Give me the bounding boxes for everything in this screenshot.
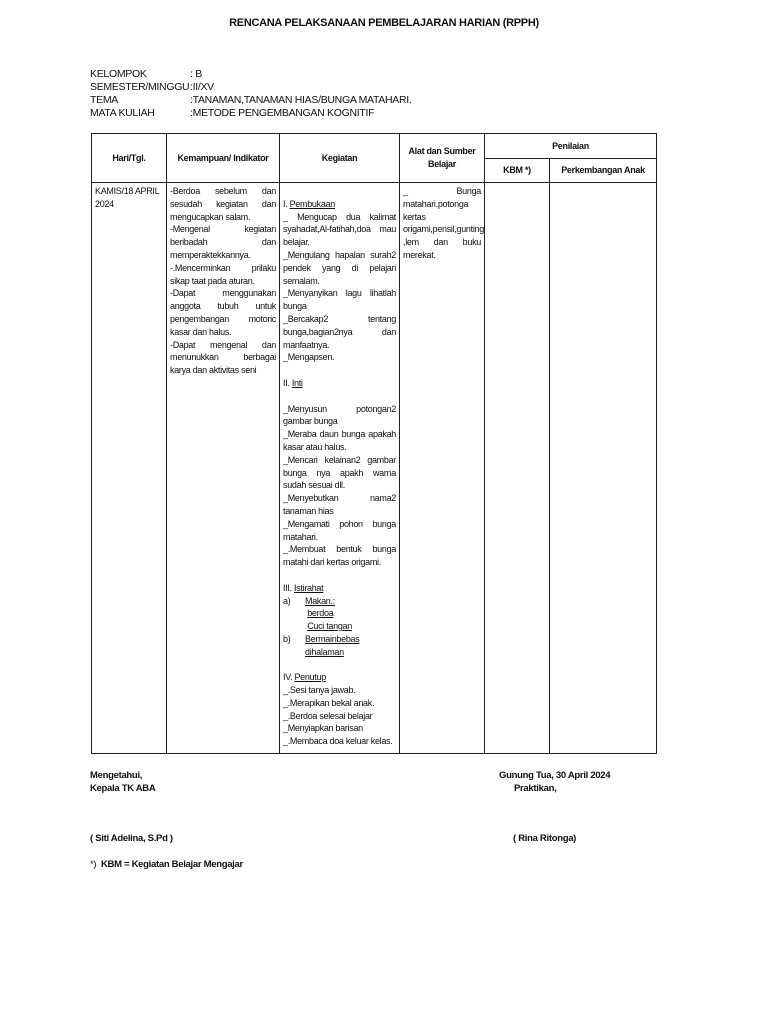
- signature-right-name: ( Rina Ritonga): [513, 833, 577, 844]
- cell-kegiatan: [280, 183, 400, 754]
- istirahat-b-item: dihalaman: [305, 646, 344, 657]
- istirahat-a-item: Cuci tangan: [307, 621, 352, 632]
- signature-left-name: ( Siti Adelina, S.Pd ): [90, 833, 173, 844]
- istirahat-b: b) Bermainbebas: [283, 633, 360, 644]
- kegiatan-item: _Mencari kelainan2 gambar bunga nya apakh warna sudah sesuai dll.: [283, 454, 396, 491]
- info-value: :II/XV: [190, 81, 214, 93]
- kegiatan-item: _Menyanyikan lagu lihatlah bunga: [283, 288, 396, 312]
- header-kbm: KBM *): [485, 159, 550, 183]
- info-label: SEMESTER/MINGGU: [90, 81, 190, 93]
- signature-left: [90, 769, 155, 795]
- footnote-marker: *): [90, 859, 97, 870]
- cell-perkembangan: [550, 183, 657, 754]
- indikator-item: -Dapat menggunakan anggota tubuh untuk pengembangan motoric kasar dan halus.: [170, 288, 276, 337]
- istirahat-a: a) Makan.:: [283, 595, 335, 606]
- document-title: RENCANA PELAKSANAAN PEMBELAJARAN HARIAN (RPPH): [229, 17, 539, 29]
- kegiatan-item: _Menyebutkan nama2 tanaman hias: [283, 493, 396, 516]
- section-inti: II. Inti: [283, 377, 303, 388]
- rpph-table: [91, 133, 657, 754]
- info-row-kelompok: [90, 68, 202, 81]
- istirahat-a-item: berdoa: [307, 608, 334, 619]
- signature-right: [499, 769, 610, 795]
- info-row-mata-kuliah: [90, 107, 374, 120]
- signature-right-line1: Gunung Tua, 30 April 2024: [499, 770, 611, 781]
- info-value: :METODE PENGEMBANGAN KOGNITIF: [190, 107, 375, 119]
- indikator-item: -Berdoa sebelum dan sesudah kegiatan dan mengucapkan salam.: [170, 186, 276, 222]
- signature-left-line1: Mengetahui,: [90, 770, 143, 781]
- kegiatan-item: _.Sesi tanya jawab.: [283, 685, 356, 696]
- footnote: [90, 858, 243, 871]
- cell-kbm: [485, 183, 550, 754]
- signature-left-line2: Kepala TK ABA: [90, 783, 156, 794]
- info-label: KELOMPOK: [90, 68, 147, 80]
- indikator-item: -.Mencerminkan prilaku sikap taat pada aturan.: [170, 262, 276, 286]
- header-hari: Hari/Tgl.: [92, 134, 167, 183]
- hari-text: KAMIS/18 APRIL 2024: [95, 186, 159, 209]
- kegiatan-item: _.Membaca doa keluar kelas.: [283, 736, 393, 747]
- kegiatan-item: _.Berdoa selesai belajar: [283, 710, 373, 721]
- header-kemampuan: Kemampuan/ Indikator: [167, 134, 280, 183]
- kegiatan-item: _Mengulang hapalan surah2 pendek yang di pelajari semalam.: [283, 249, 396, 286]
- kegiatan-item: _Menyiapkan barisan: [283, 723, 363, 734]
- info-value: : B: [190, 68, 202, 80]
- info-row-semester: [90, 81, 214, 94]
- kegiatan-item: _Mengamati pohon bunga matahari.: [283, 518, 396, 542]
- info-value: :TANAMAN,TANAMAN HIAS/BUNGA MATAHARI.: [190, 94, 412, 106]
- kegiatan-item: _.Membuat bentuk bunga matahi dari kertas origami.: [283, 544, 396, 568]
- section-istirahat: III. Istirahat: [283, 582, 324, 593]
- kegiatan-item: _Mengapsen.: [283, 352, 335, 363]
- signature-right-line2: Praktikan,: [514, 783, 557, 794]
- header-penilaian: Penilaian: [485, 134, 657, 159]
- kegiatan-item: _.Merapikan bekal anak.: [283, 697, 375, 708]
- header-perkembangan: Perkembangan Anak: [550, 159, 657, 183]
- cell-hari: [92, 183, 167, 754]
- kegiatan-item: _Menyusun potongan2 gambar bunga: [283, 403, 396, 427]
- footnote-text: KBM = Kegiatan Belajar Mengajar: [100, 859, 243, 870]
- indikator-item: -Dapat mengenal dan menunukkan berbagai karya dan aktivitas seni: [170, 339, 276, 376]
- cell-alat: [400, 183, 485, 754]
- info-label: TEMA: [90, 94, 118, 106]
- section-pembukaan: I. Pembukaan: [283, 198, 335, 209]
- indikator-item: -Mengenal kegiatan beribadah dan memperaktekkannya.: [170, 224, 276, 260]
- kegiatan-item: _Meraba daun bunga apakah kasar atau halus.: [283, 429, 396, 452]
- header-alat: Alat dan Sumber Belajar: [400, 134, 485, 183]
- header-kegiatan: Kegiatan: [280, 134, 400, 183]
- info-label: MATA KULIAH: [90, 107, 155, 119]
- cell-indikator: [167, 183, 280, 754]
- section-penutup: IV. Penutup: [283, 672, 326, 683]
- kegiatan-item: _Bercakap2 tentang bunga,bagian2nya dan manfaatnya.: [283, 313, 396, 350]
- alat-text: _ Bunga matahari.potonga kertas origami,pensil,gunting ,lem dan buku merekat.: [403, 186, 484, 260]
- kegiatan-item: _ Mengucap dua kalimat syahadat,Al-fatihah,doa mau belajar.: [283, 211, 396, 248]
- info-row-tema: [90, 94, 411, 107]
